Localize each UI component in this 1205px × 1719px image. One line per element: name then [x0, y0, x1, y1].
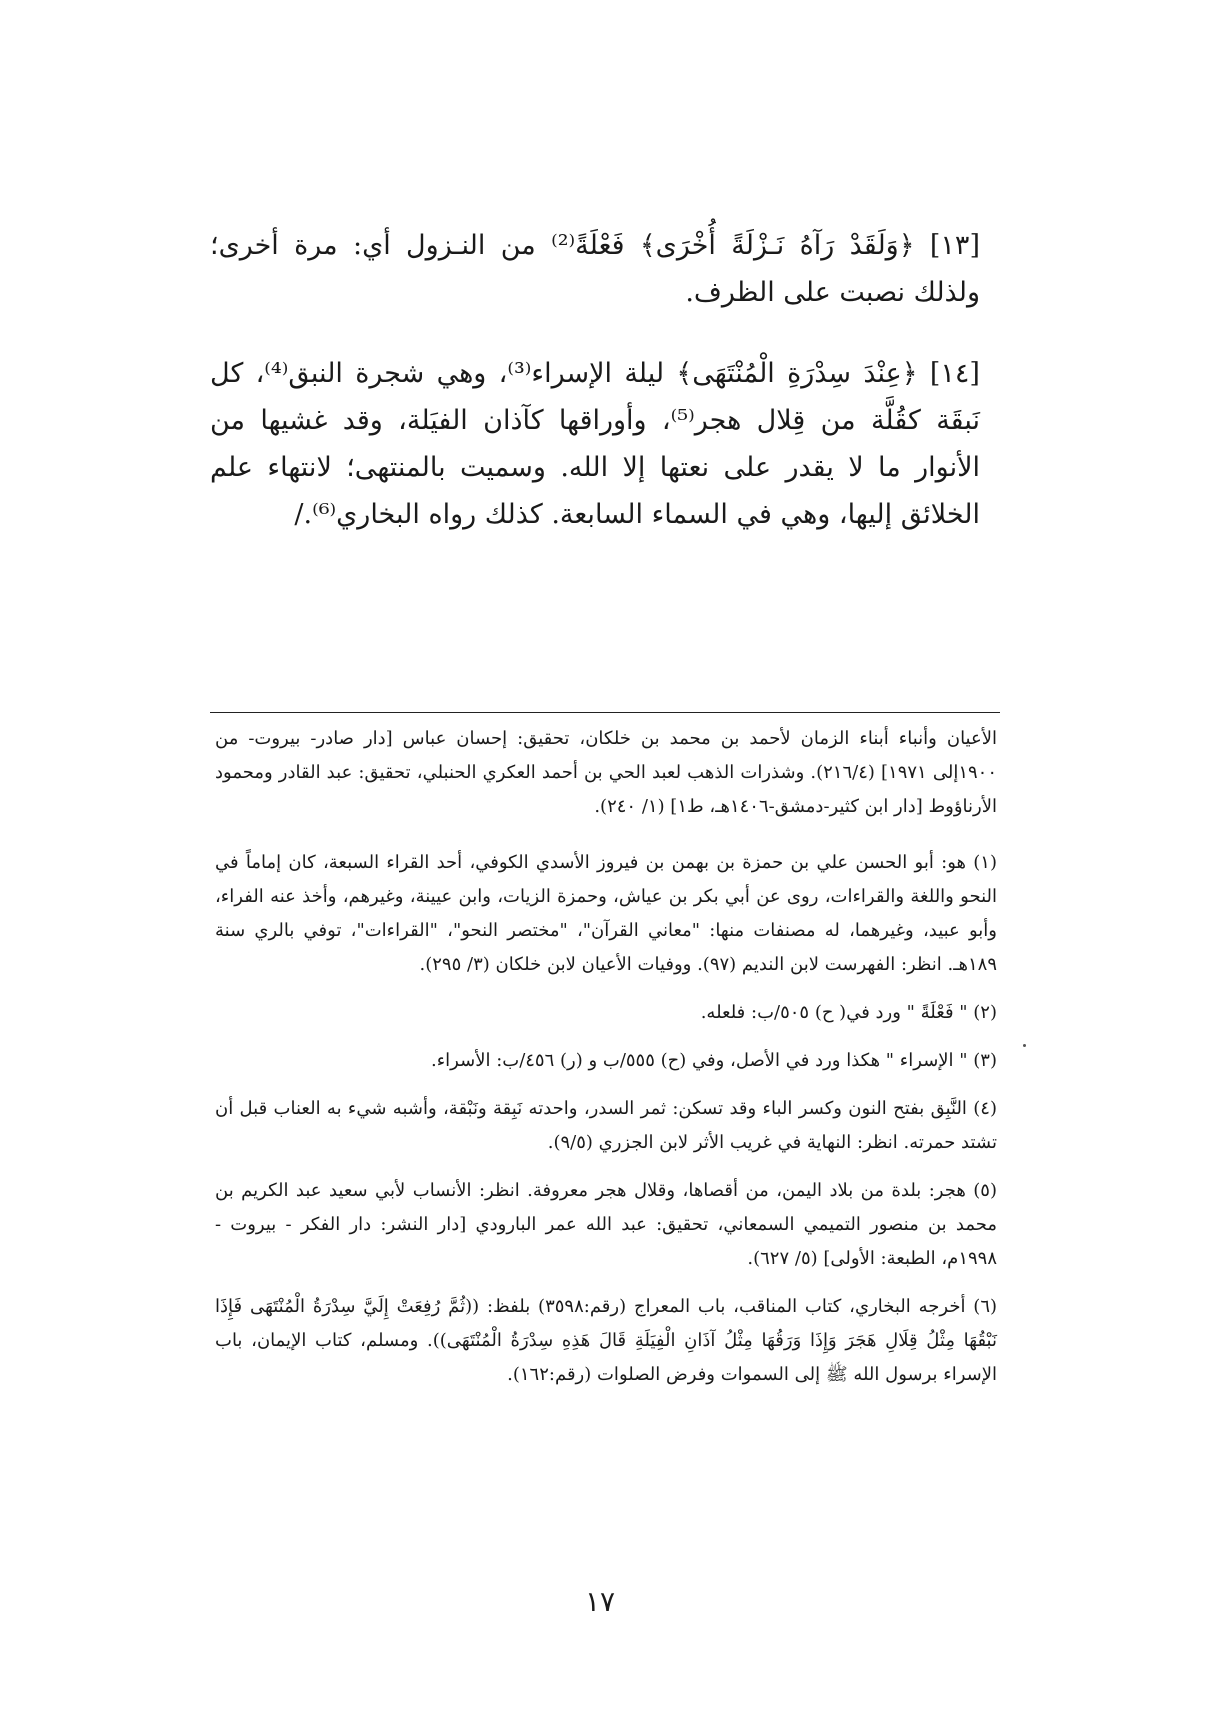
- verse-13-number: [١٣]: [929, 230, 980, 261]
- footnotes: [215, 722, 997, 1406]
- verse-13-text: فَعْلَةً⁽²⁾ من النـزول أي: مرة أخرى؛ ولذلك نصبت على الظرف.: [210, 230, 980, 308]
- verse-14-paragraph: [210, 350, 980, 538]
- verse-13-quran: ﴿وَلَقَدْ رَآهُ نَـزْلَةً أُخْرَى﴾: [639, 230, 915, 261]
- footnote-6: (٦) أخرجه البخاري، كتاب المناقب، باب المعراج (رقم:٣٥٩٨) بلفظ: ((ثُمَّ رُفِعَتْ إِلَيَّ سِدْرَةُ الْمُنْتَهَى فَإِذَا نَبْقُهَا مِثْلُ قِلَالِ هَجَرَ وَإِذَا وَرَقُهَا مِثْلُ آذَانِ الْفِيَلَةِ قَالَ هَذِهِ سِدْرَةُ الْمُنْتَهَى)). ومسلم، كتاب الإيمان، باب الإسراء برسول الله ﷺ إلى السموات وفرض الصلوات (رقم:١٦٢).: [215, 1296, 998, 1385]
- footnote-divider: [210, 712, 1000, 713]
- footnote-5: (٥) هجر: بلدة من بلاد اليمن، من أقصاها، وقلال هجر معروفة. انظر: الأنساب لأبي سعيد عبد الكريم بن محمد بن منصور التميمي السمعاني، تحقيق: عبد الله عمر البارودي [دار النشر: دار الفكر - بيروت - ١٩٩٨م، الطبعة: الأولى] (٥/ ٦٢٧).: [215, 1180, 997, 1269]
- verse-13-paragraph: [210, 222, 980, 316]
- footnote-2: (٢) " فَعْلَةً " ورد في( ح) ٥٠٥/ب: فلعله.: [700, 1002, 997, 1023]
- verse-14-quran: ﴿عِنْدَ سِدْرَةِ الْمُنْتَهَى﴾: [676, 358, 918, 389]
- footnote-1: (١) هو: أبو الحسن علي بن حمزة بن بهمن بن فيروز الأسدي الكوفي، أحد القراء السبعة، كان إماماً في النحو واللغة والقراءات، روى عن أبي بكر بن عياش، وحمزة الزيات، وابن عيينة، وغيرهم، وأخذ عنه الفراء، وأبو عبيد، وغيرهما، له مصنفات منها: "معاني القرآن"، "مختصر النحو"، "القراءات"، توفي بالري سنة ١٨٩هـ. انظر: الفهرست لابن النديم (٩٧). ووفيات الأعيان لابن خلكان (٣/ ٢٩٥).: [215, 852, 997, 975]
- footnote-4: (٤) النَّبِق بفتح النون وكسر الباء وقد تسكن: ثمر السدر، واحدته نَبِقة ونَبْقة، وأشبه شيء به العناب قبل أن تشتد حمرته. انظر: النهاية في غريب الأثر لابن الجزري (٩/٥).: [215, 1098, 997, 1153]
- main-text: [210, 222, 980, 572]
- stray-mark: [1023, 1044, 1026, 1047]
- verse-14-number: [١٤]: [929, 358, 980, 389]
- footnote-continuation: الأعيان وأنباء أبناء الزمان لأحمد بن محمد بن خلكان، تحقيق: إحسان عباس [دار صادر- بيروت- من ١٩٠٠إلى ١٩٧١] (٢١٦/٤). وشذرات الذهب لعبد الحي بن أحمد العكري الحنبلي، تحقيق: عبد القادر ومحمود الأرناؤوط [دار ابن كثير-دمشق-١٤٠٦هـ، ط١] (١/ ٢٤٠).: [215, 728, 997, 817]
- page-number: ١٧: [584, 1585, 616, 1618]
- footnote-3: (٣) " الإسراء " هكذا ورد في الأصل، وفي (ح) ٥٥٥/ب و (ر) ٤٥٦/ب: الأسراء.: [431, 1050, 997, 1071]
- verse-14-text: ليلة الإسراء⁽³⁾، وهي شجرة النبق⁽⁴⁾، كل نَبقَة كقُلَّة من قِلال هجر⁽⁵⁾، وأوراقها كآذان الفيَلة، وقد غشيها من الأنوار ما لا يقدر على نعتها إلا الله. وسميت بالمنتهى؛ لانتهاء علم الخلائق إليها، وهي في السماء السابعة. كذلك رواه البخاري⁽⁶⁾./: [210, 358, 980, 530]
